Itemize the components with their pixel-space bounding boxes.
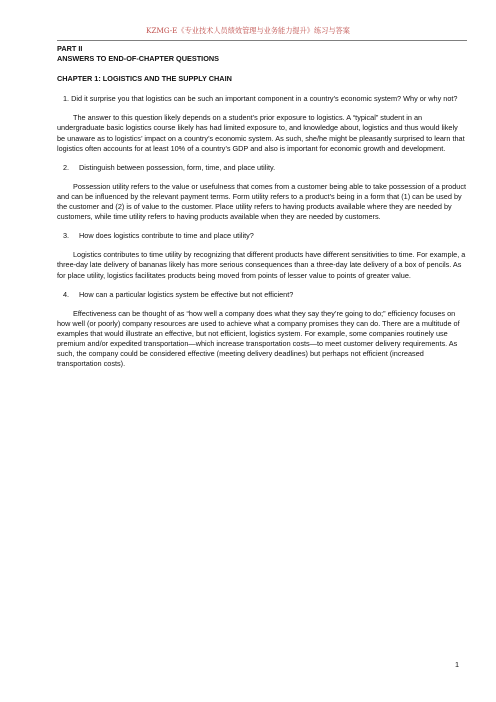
question-3-text: How does logistics contribute to time and place utility?	[79, 231, 254, 241]
question-2-text: Distinguish between possession, form, time, and place utility.	[79, 162, 276, 172]
question-4-text: How can a particular logistics system be effective but not efficient?	[79, 289, 294, 299]
question-1: 1. Did it surprise you that logistics can be such an important component in a country’s economic system? Why or why not?	[63, 94, 458, 104]
spacer	[57, 281, 467, 290]
answer-4: Effectiveness can be thought of as “how well a company does what they say they’re going to do;” efficiency focuses on how well (or poorly) company resources are used to achieve what a company promises they can do. There are a multitude of examples that would illustrate an effective, but not efficient, logistics system. For example, some companies routinely use premium and/or expedited transportation—which increase transportation costs—to meet customer delivery requirements. As such, the company could be considered effective (meeting delivery deadlines) but perhaps not efficient (increased transportation costs).	[57, 308, 460, 369]
question-2	[57, 163, 467, 173]
spacer	[57, 241, 467, 250]
page-header-title: KZMG-E《专业技术人员绩效管理与业务能力提升》练习与答案	[146, 26, 350, 35]
spacer	[57, 104, 467, 113]
chapter-heading: CHAPTER 1: LOGISTICS AND THE SUPPLY CHAIN	[57, 74, 232, 84]
question-3	[57, 231, 467, 241]
document-body	[57, 44, 467, 369]
question-4	[57, 290, 467, 300]
page-number: 1	[455, 660, 460, 669]
question-4-number: 4.	[63, 289, 70, 299]
spacer	[57, 154, 467, 163]
spacer	[57, 300, 467, 309]
section-heading: ANSWERS TO END-OF-CHAPTER QUESTIONS	[57, 54, 220, 64]
question-3-number: 3.	[63, 231, 70, 241]
spacer	[57, 84, 467, 94]
header-divider	[57, 40, 467, 41]
spacer	[57, 64, 467, 74]
question-2-number: 2.	[63, 162, 70, 172]
spacer	[57, 222, 467, 231]
answer-1: The answer to this question likely depends on a student’s prior exposure to logistics. A “typical” student in an undergraduate basic logistics course likely has had limited exposure to, and knowledge about, logistics and thus would likely be unaware as to logistics’ impact on a country’s economic system. As such, she/he might be pleasantly surprised to learn that logistics often accounts for at least 10% of a country’s GDP and also is important for economic growth and development.	[57, 113, 465, 153]
part-heading: PART II	[57, 44, 83, 53]
answer-3: Logistics contributes to time utility by recognizing that different products have different sensitivities to time. For example, a three-day late delivery of bananas likely has more serious consequences than a three-day late delivery of a box of pencils. As for place utility, logistics facilitates products being moved from points of lesser value to points of greater value.	[57, 250, 466, 280]
answer-2: Possession utility refers to the value or usefulness that comes from a customer being able to take possession of a product and can be influenced by the relevant payment terms. Form utility refers to a product’s being in a form that (1) can be used by the customer and (2) is of value to the customer. Place utility refers to having products available where they are needed by customers, while time utility refers to having products available when they are needed by customers.	[57, 181, 467, 222]
spacer	[57, 173, 467, 182]
